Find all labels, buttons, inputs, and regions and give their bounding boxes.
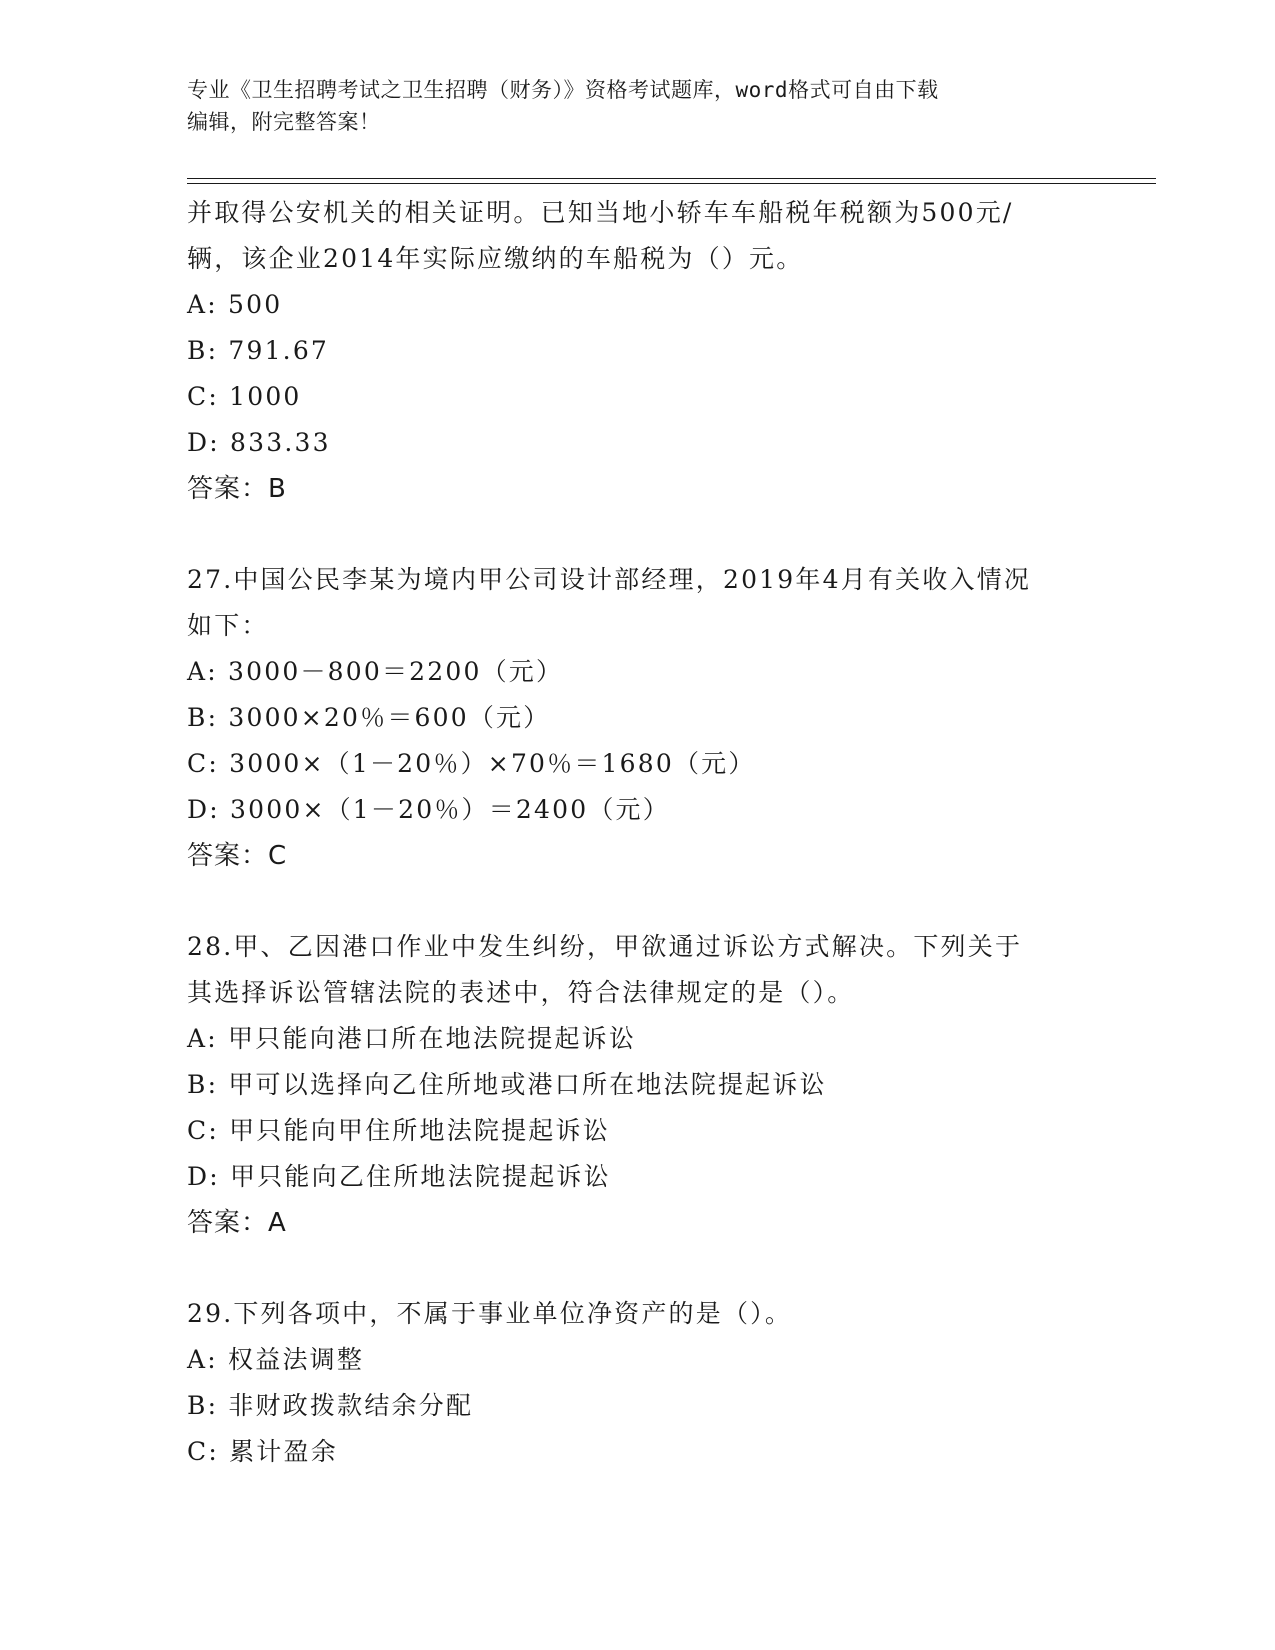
question-list xyxy=(187,190,1107,1475)
header-divider-bottom xyxy=(187,183,1156,184)
option-c xyxy=(187,1429,1107,1475)
option-a xyxy=(187,649,1107,695)
answer-line: 答案：B xyxy=(187,474,287,504)
option-letter: B: xyxy=(187,703,219,732)
option-d xyxy=(187,420,1107,466)
option-letter: C: xyxy=(187,1437,219,1466)
option-text: 累计盈余 xyxy=(229,1437,338,1466)
option-text: 甲只能向乙住所地法院提起诉讼 xyxy=(230,1162,611,1191)
option-d xyxy=(187,787,1107,833)
option-text: 甲只能向港口所在地法院提起诉讼 xyxy=(228,1024,637,1053)
option-text: 833.33 xyxy=(230,428,331,457)
option-text: 791.67 xyxy=(228,336,330,365)
option-text: 1000 xyxy=(229,382,302,411)
answer-line: 答案：C xyxy=(187,841,288,871)
page-header xyxy=(187,74,1087,138)
question-stem-line: 29.下列各项中，不属于事业单位净资产的是（）。 xyxy=(187,1299,793,1328)
option-c xyxy=(187,1108,1107,1154)
option-a xyxy=(187,1337,1107,1383)
option-letter: A: xyxy=(187,1345,218,1374)
option-text: 3000－800＝2200（元） xyxy=(228,657,564,686)
option-b xyxy=(187,1062,1107,1108)
option-letter: D: xyxy=(187,795,220,824)
option-letter: D: xyxy=(187,428,220,457)
question-stem-line: 27.中国公民李某为境内甲公司设计部经理，2019年4月有关收入情况 xyxy=(187,565,1032,594)
option-letter: B: xyxy=(187,1391,219,1420)
question-block xyxy=(187,924,1107,1246)
question-stem-line: 28.甲、乙因港口作业中发生纠纷，甲欲通过诉讼方式解决。下列关于 xyxy=(187,932,1023,961)
option-letter: A: xyxy=(187,1024,218,1053)
option-b xyxy=(187,1383,1107,1429)
question-block xyxy=(187,190,1107,512)
option-letter: C: xyxy=(187,749,219,778)
question-spacer xyxy=(187,512,1107,557)
question-stem-line: 辆，该企业2014年实际应缴纳的车船税为（）元。 xyxy=(187,244,804,273)
option-a xyxy=(187,282,1107,328)
option-letter: A: xyxy=(187,290,218,319)
option-text: 3000×（1－20％）×70％＝1680（元） xyxy=(229,749,756,778)
question-block xyxy=(187,1291,1107,1475)
header-line-1: 专业《卫生招聘考试之卫生招聘（财务）》资格考试题库，word格式可自由下载 xyxy=(187,78,939,102)
option-c xyxy=(187,374,1107,420)
answer-line: 答案：A xyxy=(187,1208,287,1238)
question-stem-line: 如下： xyxy=(187,611,269,640)
option-a xyxy=(187,1016,1107,1062)
option-letter: C: xyxy=(187,1116,219,1145)
question-stem-line: 其选择诉讼管辖法院的表述中，符合法律规定的是（）。 xyxy=(187,978,855,1007)
question-spacer xyxy=(187,1246,1107,1291)
option-text: 500 xyxy=(228,290,283,319)
option-text: 3000×（1－20％）＝2400（元） xyxy=(230,795,670,824)
option-b xyxy=(187,328,1107,374)
option-letter: B: xyxy=(187,1070,219,1099)
header-divider-top xyxy=(187,178,1156,179)
option-letter: A: xyxy=(187,657,218,686)
option-text: 甲只能向甲住所地法院提起诉讼 xyxy=(229,1116,610,1145)
question-stem-line: 并取得公安机关的相关证明。已知当地小轿车车船税年税额为500元/ xyxy=(187,198,1014,227)
option-letter: B: xyxy=(187,336,219,365)
option-text: 3000×20％＝600（元） xyxy=(228,703,551,732)
option-c xyxy=(187,741,1107,787)
option-d xyxy=(187,1154,1107,1200)
option-letter: C: xyxy=(187,382,219,411)
option-text: 权益法调整 xyxy=(228,1345,365,1374)
question-spacer xyxy=(187,879,1107,924)
option-letter: D: xyxy=(187,1162,220,1191)
header-line-2: 编辑，附完整答案！ xyxy=(187,110,381,134)
option-b xyxy=(187,695,1107,741)
option-text: 非财政拨款结余分配 xyxy=(228,1391,474,1420)
option-text: 甲可以选择向乙住所地或港口所在地法院提起诉讼 xyxy=(228,1070,827,1099)
question-block xyxy=(187,557,1107,879)
